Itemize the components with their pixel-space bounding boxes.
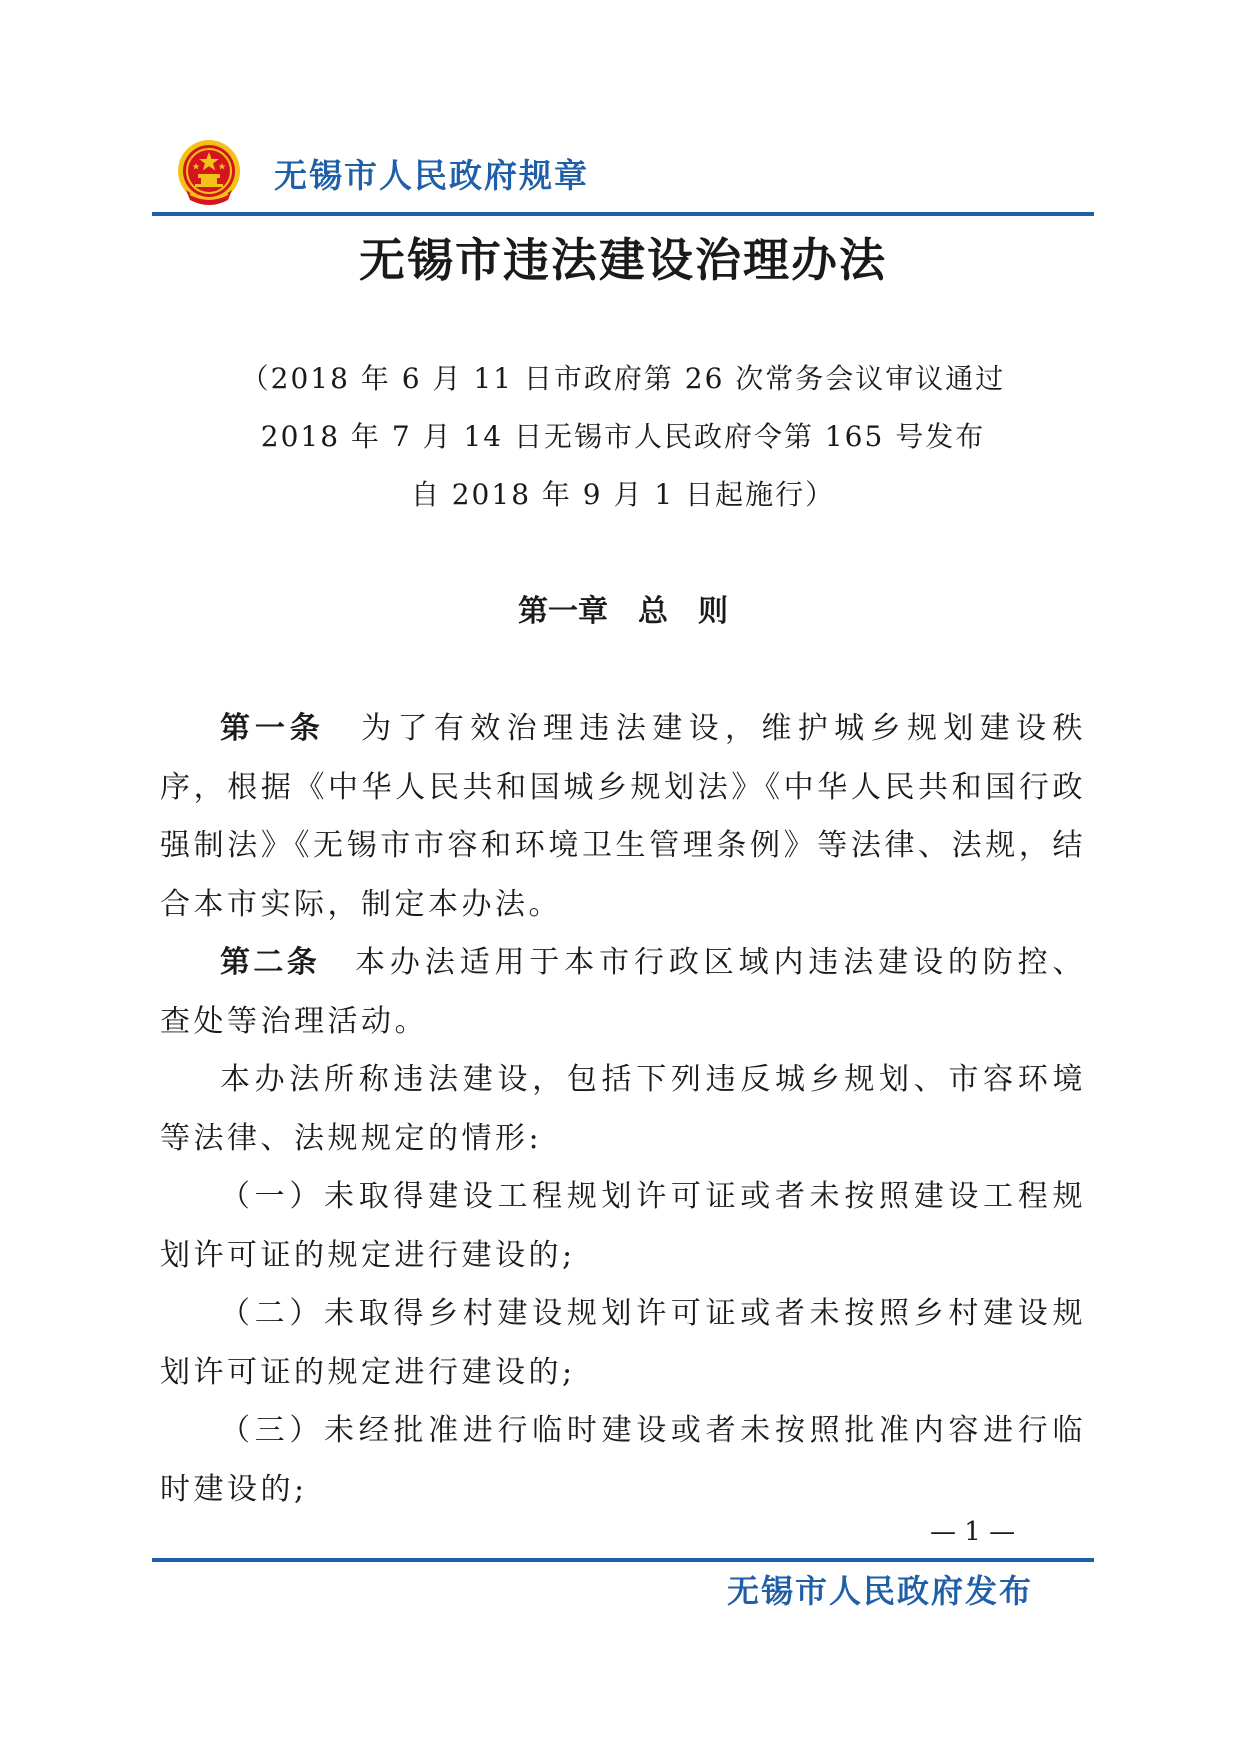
article-text: 为了有效治理违法建设，维护城乡规划建设秩序，根据《中华人民共和国城乡规划法》《中华人民共和国行政强制法》《无锡市市容和环境卫生管理条例》等法律、法规，结合本市实际，制定本办法。	[160, 711, 1087, 922]
document-title: 无锡市违法建设治理办法	[359, 233, 887, 287]
list-item: （三）未经批准进行临时建设或者未按照批准内容进行临时建设的;	[160, 1413, 1086, 1507]
list-item: （二）未取得乡村建设规划许可证或者未按照乡村建设规划许可证的规定进行建设的;	[160, 1296, 1086, 1390]
document-meta	[152, 350, 1094, 524]
header-divider	[152, 212, 1094, 216]
document-body	[160, 700, 1086, 1519]
header-title: 无锡市人民政府规章	[274, 156, 589, 195]
list-item: （一）未取得建设工程规划许可证或者未按照建设工程规划许可证的规定进行建设的;	[160, 1179, 1086, 1273]
national-emblem-icon	[176, 138, 242, 208]
footer-publisher: 无锡市人民政府发布	[726, 1572, 1033, 1610]
paragraph: 本办法所称违法建设，包括下列违反城乡规划、市容环境等法律、法规规定的情形:	[160, 1062, 1086, 1156]
chapter-heading: 第一章 总 则	[518, 594, 728, 629]
article-number: 第一条	[220, 711, 325, 746]
article	[160, 934, 1086, 1051]
article-number: 第二条	[220, 945, 321, 980]
article-text: 本办法适用于本市行政区域内违法建设的防控、查处等治理活动。	[160, 945, 1086, 1039]
article	[160, 700, 1086, 934]
meta-line: （2018 年 6 月 11 日市政府第 26 次常务会议审议通过	[240, 362, 1006, 395]
meta-line: 自 2018 年 9 月 1 日起施行）	[410, 478, 836, 511]
meta-line: 2018 年 7 月 14 日无锡市人民政府令第 165 号发布	[260, 420, 986, 453]
footer-divider	[152, 1558, 1094, 1562]
page-number: — 1 —	[930, 1517, 1016, 1547]
